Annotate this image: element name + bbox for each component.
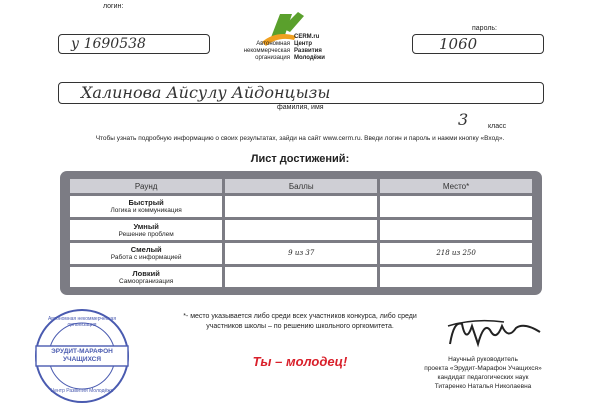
round-score: [225, 196, 377, 217]
stamp-center-1: ЭРУДИТ-МАРАФОН: [51, 348, 113, 355]
table-row: [70, 243, 532, 264]
round-sub: Решение проблем: [118, 230, 174, 238]
round-score: 9 из 37: [225, 243, 377, 264]
logo-text-3: организация: [255, 55, 290, 61]
round-sub: Работа с информацией: [110, 254, 182, 262]
achievement-table: [60, 171, 542, 295]
table-title: Лист достижений:: [250, 153, 350, 165]
password-value: 1060: [439, 35, 478, 53]
signer-line-1: Научный руководитель: [448, 356, 518, 363]
round-place: [380, 196, 532, 217]
stamp-center-2: УЧАЩИХСЯ: [62, 356, 102, 363]
table-row: [70, 220, 532, 241]
round-place: 218 из 250: [380, 243, 532, 264]
round-sub: Самоорганизация: [119, 277, 174, 285]
stamp-bottom-text: Центр Развития Молодёжи: [50, 388, 114, 394]
header-round: Раунд: [70, 179, 222, 193]
footnote: [140, 312, 460, 332]
logo-brand-4: Молодёжи: [294, 55, 325, 61]
table-row: [70, 267, 532, 288]
logo-brand-1: CERM.ru: [294, 34, 320, 40]
round-place: [380, 267, 532, 288]
signature: [444, 314, 554, 354]
info-line: Чтобы узнать подробную информацию о своих результатах, зайди на сайт www.cerm.ru. Введи логин и пароль и нажми кнопку «Вход».: [95, 135, 505, 142]
stamp-ring-text: Автономная некоммерческая организация: [47, 316, 117, 328]
signature-icon: [444, 314, 554, 354]
signer-line-3: кандидат педагогических наук: [437, 374, 529, 381]
login-value: у 1690538: [71, 36, 146, 52]
logo-text-1: Автономная: [256, 41, 290, 47]
round-score: [225, 267, 377, 288]
slogan: Ты – молодец!: [252, 354, 348, 369]
round-sub: Логика и коммуникация: [110, 207, 182, 215]
login-label: логин:: [103, 3, 124, 10]
signer-line-2: проекта «Эрудит-Марафон Учащихся»: [424, 365, 542, 372]
class-label: класс: [488, 123, 507, 130]
logo-brand-3: Развития: [294, 48, 322, 54]
login-field: [58, 34, 210, 54]
round-name: Быстрый: [128, 198, 164, 208]
signer-block: [408, 355, 558, 391]
name-label: фамилия, имя: [277, 104, 324, 111]
cerm-logo: [240, 8, 350, 63]
name-field: [58, 82, 544, 104]
name-value: Халинова Айсулу Айдонцызы: [81, 83, 331, 102]
signer-line-4: Титаренко Наталья Николаевна: [434, 383, 532, 390]
logo-brand-2: Центр: [294, 41, 313, 47]
class-value: 3: [458, 110, 469, 129]
header-place: Место*: [380, 179, 532, 193]
round-name: Смелый: [130, 245, 162, 255]
round-name: Ловкий: [132, 268, 160, 278]
round-score: [225, 220, 377, 241]
header-score: Баллы: [225, 179, 377, 193]
round-name: Умный: [133, 221, 159, 231]
footnote-line-1: *- место указывается либо среди всех участников конкурса, либо среди: [183, 313, 417, 320]
logo-text-2: некоммерческая: [243, 48, 290, 54]
password-field: [412, 34, 544, 54]
password-label: пароль:: [472, 25, 497, 32]
footnote-line-2: участников школы – по решению школьного оргкомитета.: [206, 323, 394, 330]
table-row: [70, 196, 532, 217]
round-place: [380, 220, 532, 241]
